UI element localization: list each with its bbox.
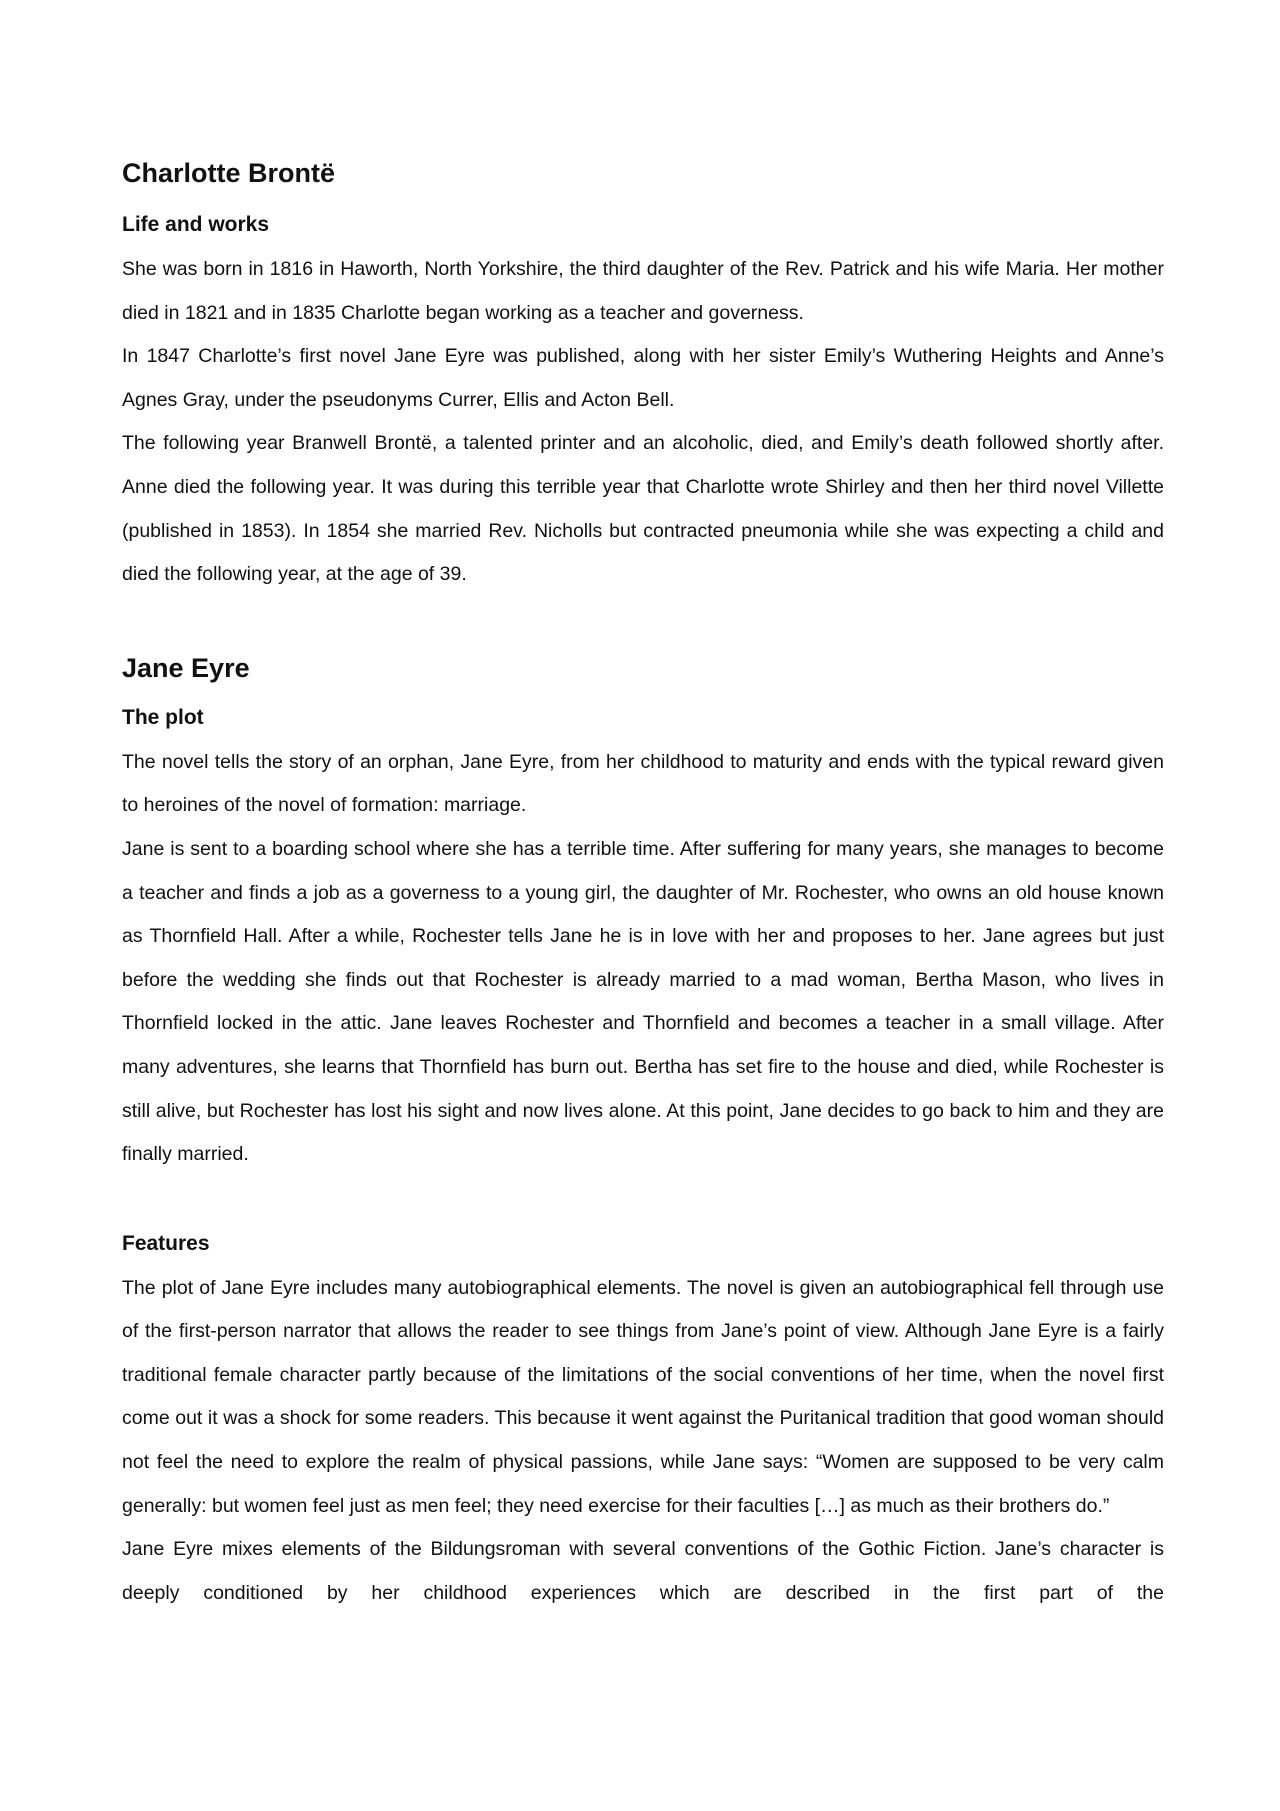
document-page xyxy=(122,150,1164,1615)
paragraph: Jane is sent to a boarding school where she has a terrible time. After suffering for many years, she manages to become a teacher and finds a job as a governess to a young girl, the daughter of Mr. Rochester, who owns an old house known as Thornfield Hall. After a while, Rochester tells Jane he is in love with her and proposes to her. Jane agrees but just before the wedding she finds out that Rochester is already married to a mad woman, Bertha Mason, who lives in Thornfield locked in the attic. Jane leaves Rochester and Thornfield and becomes a teacher in a small village. After many adventures, she learns that Thornfield has burn out. Bertha has set fire to the house and died, while Rochester is still alive, but Rochester has lost his sight and now lives alone. At this point, Jane decides to go back to him and they are finally married. xyxy=(122,837,1164,1166)
section-features xyxy=(122,1221,1164,1616)
paragraph: The following year Branwell Brontë, a talented printer and an alcoholic, died, and Emily’s death followed shortly after. Anne died the following year. It was during this terrible year that Charlotte wrote Shirley and then her third novel Villette (published in 1853). In 1854 she married Rev. Nicholls but contracted pneumonia while she was expecting a child and died the following year, at the age of 39. xyxy=(122,432,1164,586)
section-charlotte-bronte xyxy=(122,150,1164,597)
paragraph: In 1847 Charlotte’s first novel Jane Eyre was published, along with her sister Emily’s Wuthering Heights and Anne’s Agnes Gray, under the pseudonyms Currer, Ellis and Acton Bell. xyxy=(122,345,1164,411)
section-title: Jane Eyre xyxy=(122,652,250,683)
paragraph: She was born in 1816 in Haworth, North Yorkshire, the third daughter of the Rev. Patrick and his wife Maria. Her mother died in 1821 and in 1835 Charlotte began working as a teacher and governess. xyxy=(122,258,1164,324)
section-jane-eyre xyxy=(122,645,1164,1177)
section-title: Charlotte Brontë xyxy=(122,158,336,188)
paragraph: The plot of Jane Eyre includes many autobiographical elements. The novel is given an autobiographical fell through use of the first-person narrator that allows the reader to see things from Jane’s point of view. Although Jane Eyre is a fairly traditional female character partly because of the limitations of the social conventions of her time, when the novel first come out it was a shock for some readers. This because it went against the Puritanical tradition that good woman should not feel the need to explore the realm of physical passions, while Jane says: “Women are supposed to be very calm generally: but women feel just as men feel; they need exercise for their faculties […] as much as their brothers do.” xyxy=(122,1276,1164,1517)
section-subtitle: Features xyxy=(122,1231,210,1255)
section-subtitle: The plot xyxy=(122,705,204,729)
section-subtitle: Life and works xyxy=(122,213,270,236)
paragraph: The novel tells the story of an orphan, Jane Eyre, from her childhood to maturity and ends with the typical reward given to heroines of the novel of formation: marriage. xyxy=(122,750,1164,817)
paragraph: Jane Eyre mixes elements of the Bildungsroman with several conventions of the Gothic Fiction. Jane’s character is deeply conditioned by her childhood experiences which are described in the first part of the xyxy=(122,1538,1164,1604)
